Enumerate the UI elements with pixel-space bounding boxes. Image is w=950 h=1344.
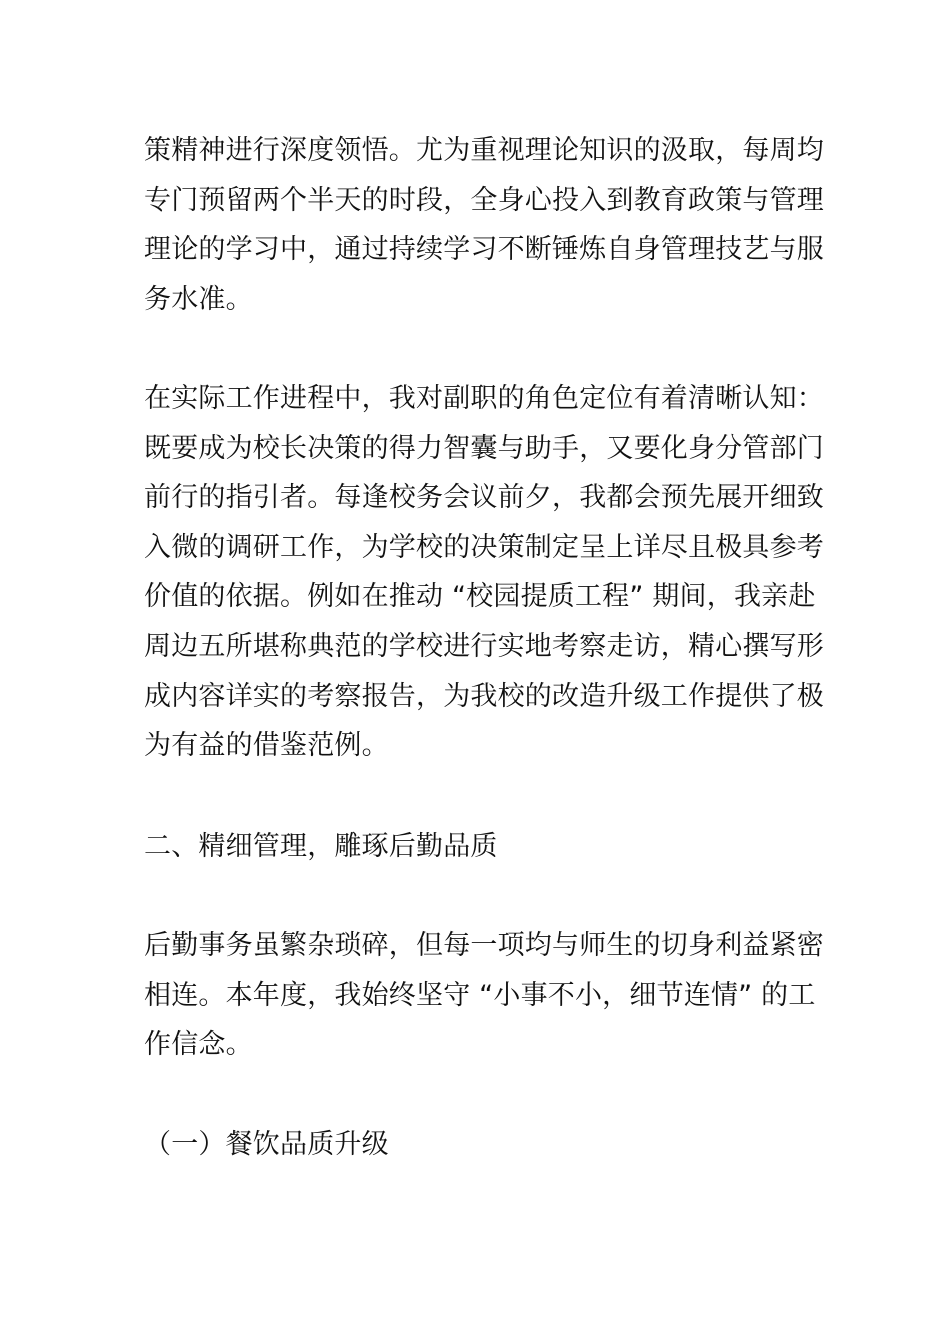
text-line: 在实际工作进程中，我对副职的角色定位有着清晰认知： — [144, 383, 824, 414]
paragraph-logistics — [144, 921, 824, 1070]
text-line: 后勤事务虽繁杂琐碎，但每一项均与师生的切身利益紧密 — [144, 930, 824, 961]
text-line: 理论的学习中，通过持续学习不断锤炼自身管理技艺与服 — [144, 234, 824, 266]
text-line: 周边五所堪称典范的学校进行实地考察走访，精心撰写形 — [144, 630, 824, 662]
text-line: 为有益的借鉴范例。 — [144, 730, 389, 762]
heading-text: 二、精细管理，雕琢后勤品质 — [144, 831, 498, 862]
text-line: 作信念。 — [144, 1029, 253, 1061]
text-line: 成内容详实的考察报告，为我校的改造升级工作提供了极 — [144, 680, 824, 712]
text-line: 既要成为校长决策的得力智囊与助手，又要化身分管部门 — [144, 432, 824, 464]
text-line: 前行的指引者。每逢校务会议前夕，我都会预先展开细致 — [144, 482, 824, 514]
text-line: 入微的调研工作，为学校的决策制定呈上详尽且极具参考 — [144, 531, 824, 563]
text-line: 务水准。 — [144, 283, 253, 315]
text-line: 专门预留两个半天的时段，全身心投入到教育政策与管理 — [144, 184, 824, 216]
heading-text: （一）餐饮品质升级 — [144, 1129, 389, 1160]
section-heading — [144, 822, 814, 872]
text-line: 相连。本年度，我始终坚守 “小事不小，细节连情” 的工 — [144, 979, 816, 1011]
text-line: 策精神进行深度领悟。尤为重视理论知识的汲取，每周均 — [144, 135, 824, 166]
paragraph-study — [144, 126, 824, 324]
paragraph-role — [144, 374, 824, 771]
text-line: 价值的依据。例如在推动 “校园提质工程” 期间，我亲赴 — [144, 581, 816, 613]
subsection-heading — [144, 1120, 814, 1170]
